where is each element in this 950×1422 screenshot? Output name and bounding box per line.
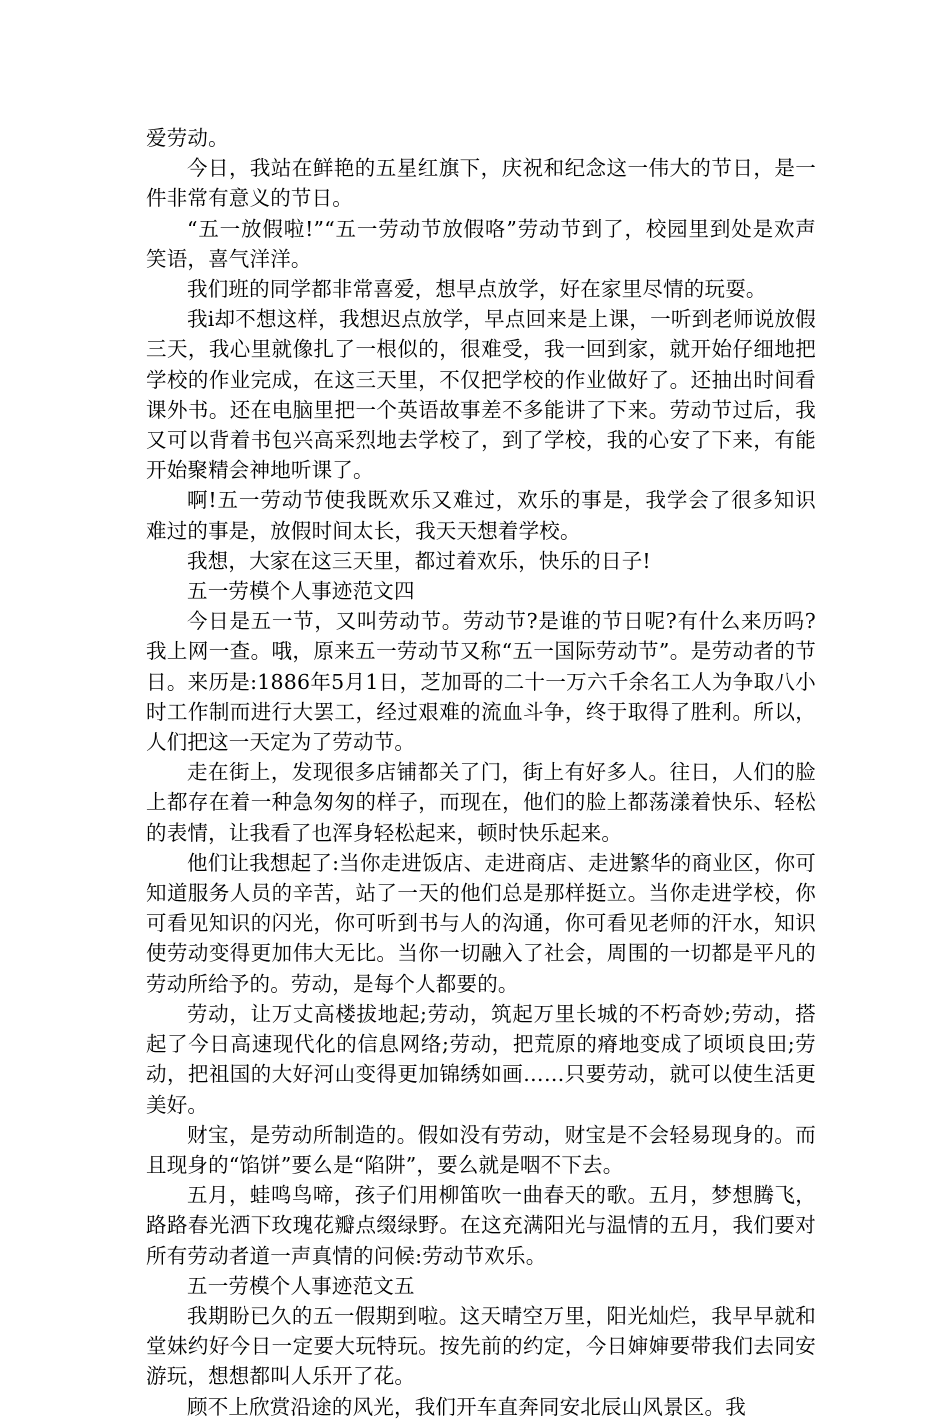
paragraph: “五一放假啦!”“五一劳动节放假咯”劳动节到了，校园里到处是欢声笑语，喜气洋洋。 [146, 216, 816, 271]
paragraph: 今日是五一节，又叫劳动节。劳动节?是谁的节日呢?有什么来历吗?我上网一查。哦，原来五一劳动节又称“五一国际劳动节”。是劳动者的节日。来历是:1886年5月1日，芝加哥的二十一万六千余名工人为争取八小时工作制而进行大罢工，经过艰难的流血斗争，终于取得了胜利。所以，人们把这一天定为了劳动节。 [146, 609, 816, 755]
paragraph: 五月，蛙鸣鸟啼，孩子们用柳笛吹一曲春天的歌。五月，梦想腾飞，路路春光洒下玫瑰花瓣点缀绿野。在这充满阳光与温情的五月，我们要对所有劳动者道一声真情的问候:劳动节欢乐。 [146, 1183, 816, 1268]
section-heading: 五一劳模个人事迹范文四 [187, 579, 415, 604]
paragraph: 今日，我站在鲜艳的五星红旗下，庆祝和纪念这一伟大的节日，是一件非常有意义的节日。 [146, 156, 816, 211]
document-body [146, 123, 816, 1422]
paragraph: 顾不上欣赏沿途的风光，我们开车直奔同安北辰山风景区。我 [187, 1394, 746, 1419]
paragraph: 我i却不想这样，我想迟点放学，早点回来是上课，一听到老师说放假三天，我心里就像扎了一根似的，很难受，我一回到家，就开始仔细地把学校的作业完成，在这三天里，不仅把学校的作业做好了。还抽出时间看课外书。还在电脑里把一个英语故事差不多能讲了下来。劳动节过后，我又可以背着书包兴高采烈地去学校了，到了学校，我的心安了下来，有能开始聚精会神地听课了。 [146, 307, 816, 483]
paragraph: 劳动，让万丈高楼拔地起;劳动，筑起万里长城的不朽奇妙;劳动，搭起了今日高速现代化的信息网络;劳动，把荒原的瘠地变成了顷顷良田;劳动，把祖国的大好河山变得更加锦绣如画……只要劳动，就可以使生活更美好。 [146, 1001, 816, 1117]
paragraph-continuation: 爱劳动。 [146, 126, 229, 150]
paragraph: 财宝，是劳动所制造的。假如没有劳动，财宝是不会轻易现身的。而且现身的“馅饼”要么是“陷阱”，要么就是咽不下去。 [146, 1122, 816, 1177]
paragraph: 他们让我想起了:当你走进饭店、走进商店、走进繁华的商业区，你可知道服务人员的辛苦，站了一天的他们总是那样挺立。当你走进学校，你可看见知识的闪光，你可听到书与人的沟通，你可看见老师的汗水，知识使劳动变得更加伟大无比。当你一切融入了社会，周围的一切都是平凡的劳动所给予的。劳动，是每个人都要的。 [146, 850, 816, 996]
section-heading: 五一劳模个人事迹范文五 [187, 1273, 415, 1298]
paragraph: 我期盼已久的五一假期到啦。这天晴空万里，阳光灿烂，我早早就和堂妹约好今日一定要大玩特玩。按先前的约定，今日婶婶要带我们去同安游玩，想想都叫人乐开了花。 [146, 1303, 816, 1389]
paragraph: 啊!五一劳动节使我既欢乐又难过，欢乐的事是，我学会了很多知识难过的事是，放假时间太长，我天天想着学校。 [146, 488, 816, 543]
paragraph: 我们班的同学都非常喜爱，想早点放学，好在家里尽情的玩耍。 [187, 277, 767, 302]
paragraph: 我想，大家在这三天里，都过着欢乐，快乐的日子! [187, 548, 651, 573]
paragraph: 走在街上，发现很多店铺都关了门，街上有好多人。往日，人们的脸上都存在着一种急匆匆的样子，而现在，他们的脸上都荡漾着快乐、轻松的表情，让我看了也浑身轻松起来，顿时快乐起来。 [146, 760, 816, 845]
